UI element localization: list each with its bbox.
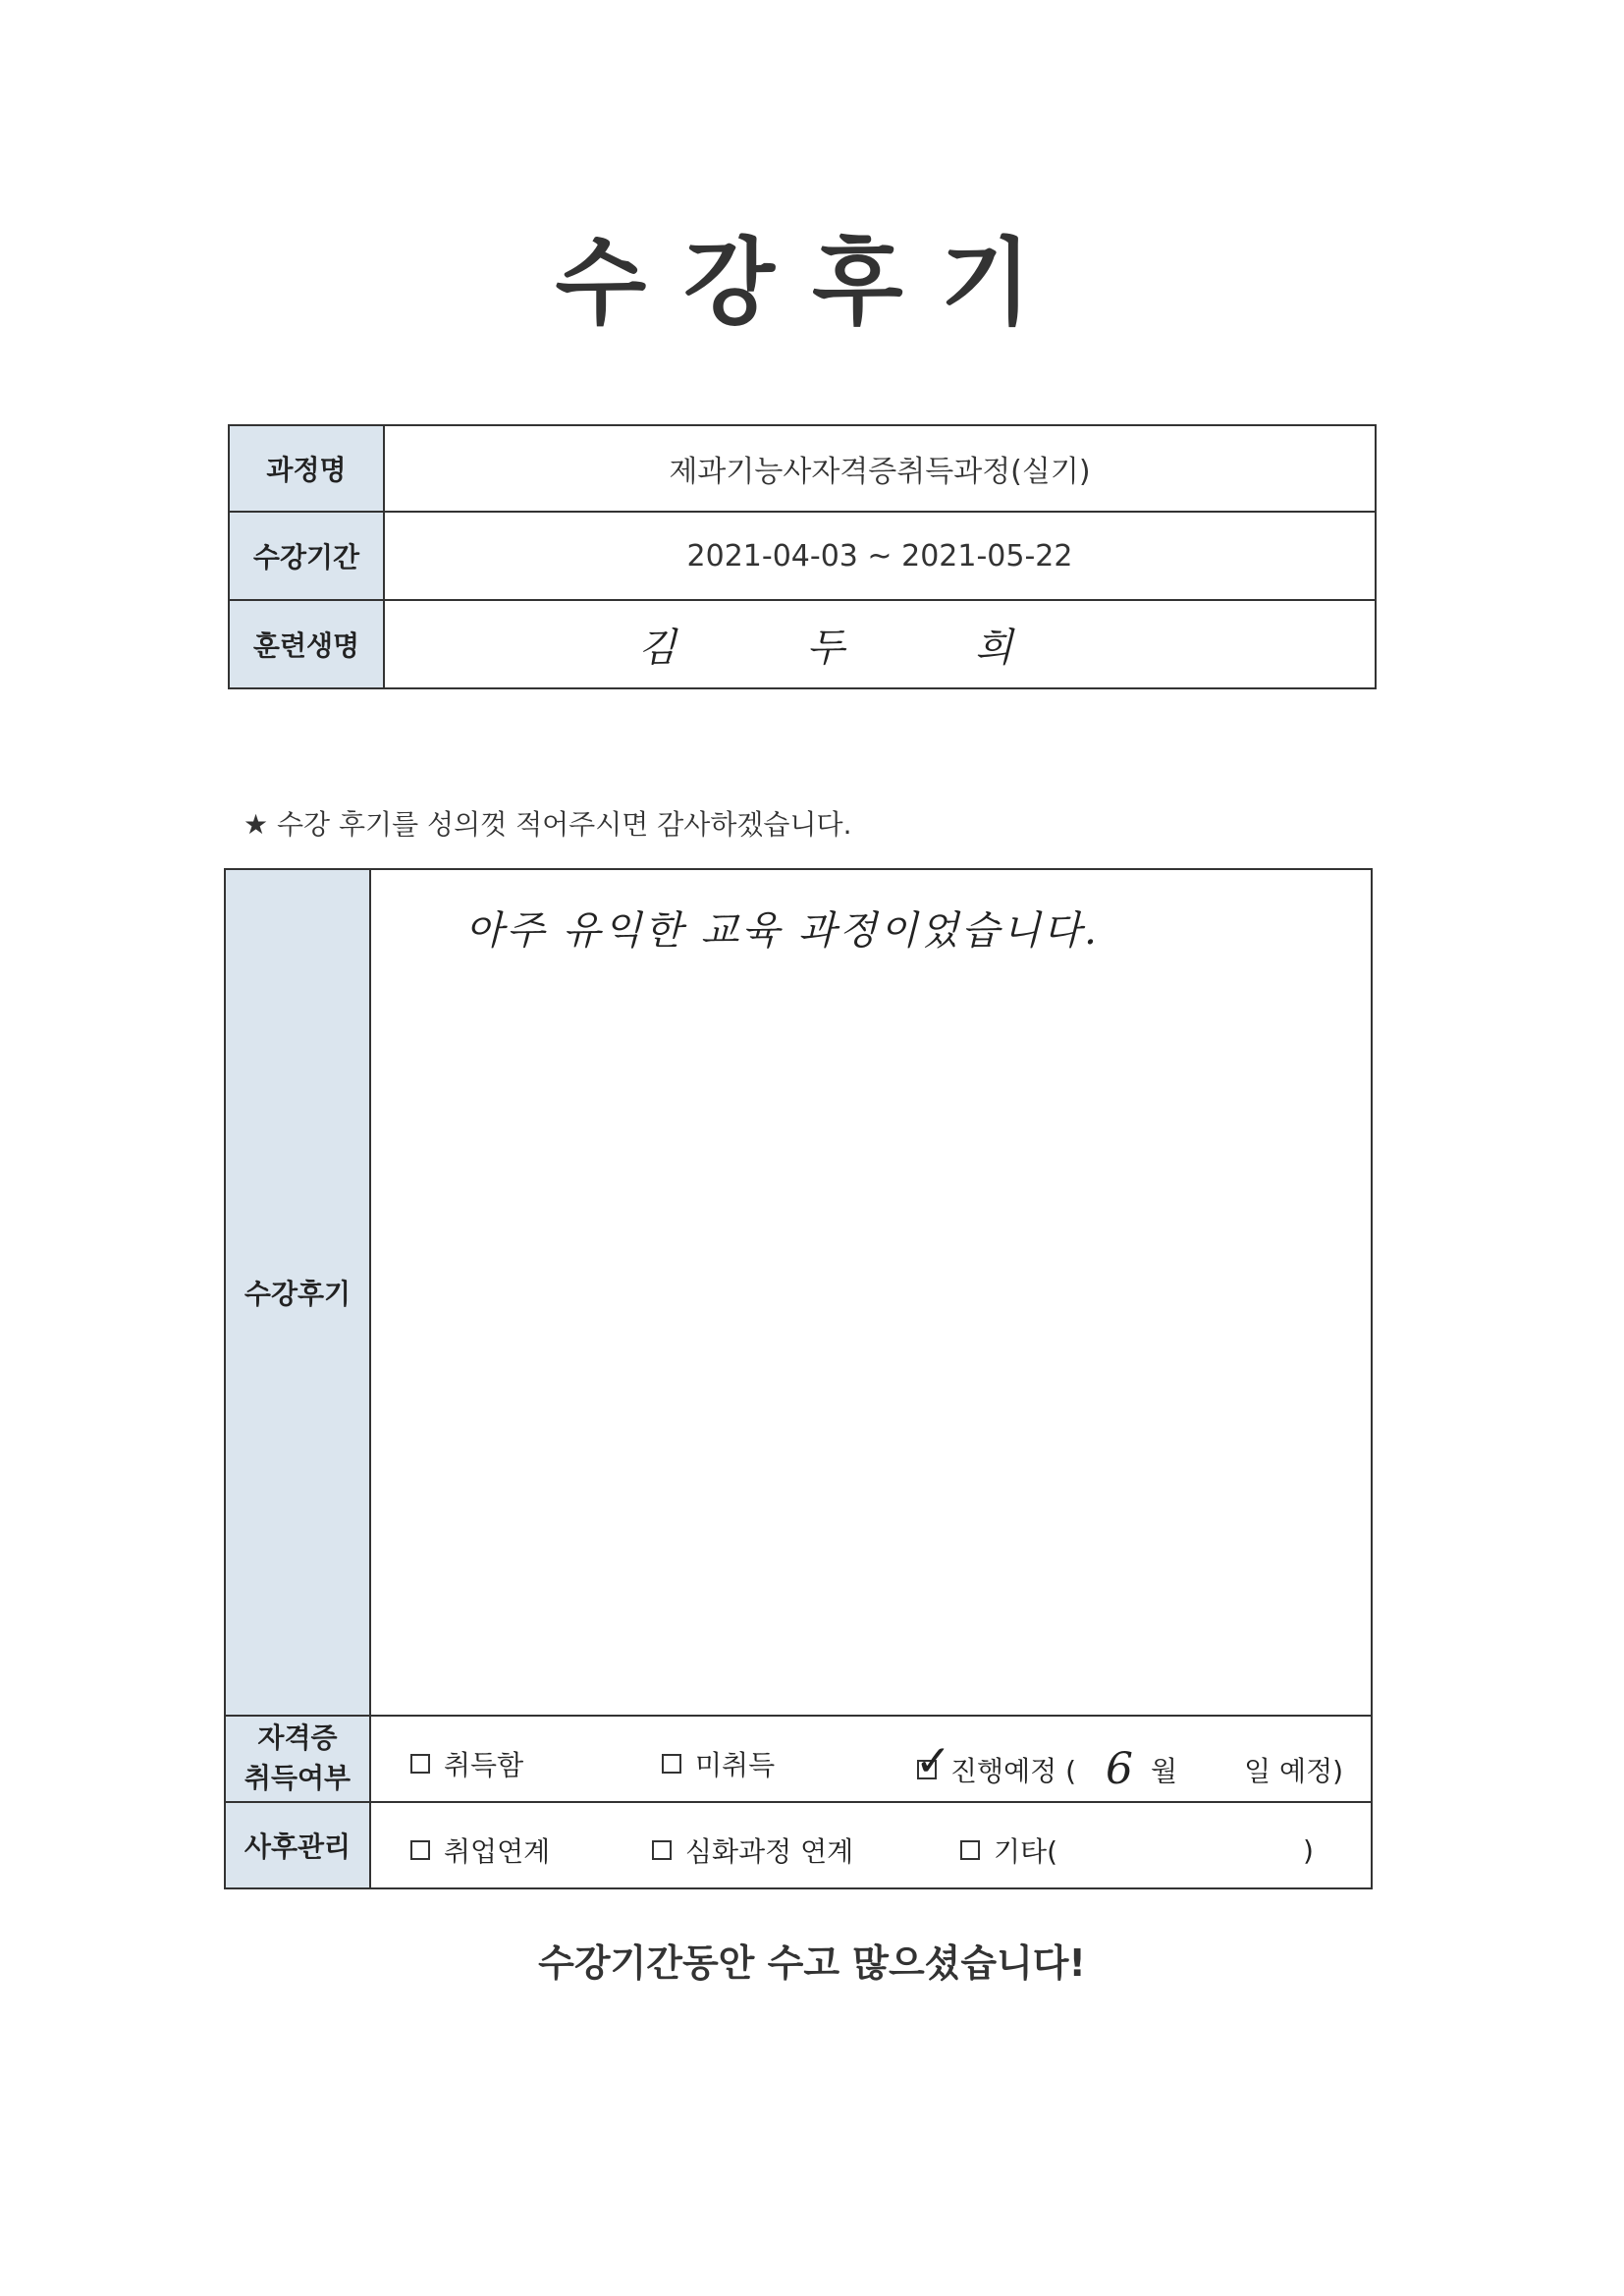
option-obtained-label: 취득함 [444, 1749, 524, 1781]
option-other-label: 기타( [994, 1835, 1058, 1868]
review-instruction-note: ★ 수강 후기를 성의껏 적어주시면 감사하겠습니다. [244, 808, 852, 841]
certification-label-line1: 자격증 [257, 1722, 338, 1755]
option-not-obtained-label: 미취득 [695, 1749, 776, 1781]
checkbox-not-obtained[interactable] [662, 1754, 681, 1774]
period-value: 2021-04-03 ~ 2021-05-22 [384, 512, 1376, 600]
trainee-label: 훈련생명 [229, 600, 384, 688]
option-not-obtained[interactable] [662, 1744, 775, 1783]
review-body [370, 869, 1372, 1716]
option-other-close: ) [1303, 1833, 1314, 1867]
check-mark-icon: ✓ [915, 1735, 951, 1786]
document-title: 수강후기 [555, 228, 1069, 338]
option-advanced-label: 심화과정 연계 [685, 1835, 854, 1868]
certification-row [225, 1716, 1372, 1802]
info-table [228, 424, 1377, 689]
followup-row [225, 1802, 1372, 1888]
review-text-handwritten: 아주 유익한 교육 과정이었습니다. [465, 908, 1100, 954]
followup-options [370, 1802, 1372, 1888]
trainee-row [229, 600, 1376, 688]
checkbox-advanced[interactable] [652, 1840, 672, 1860]
period-row [229, 512, 1376, 600]
option-in-progress[interactable] [915, 1735, 1344, 1794]
checkbox-in-progress-checked[interactable] [915, 1735, 951, 1786]
review-table [224, 868, 1373, 1889]
certification-label [225, 1716, 370, 1802]
certification-options [370, 1716, 1372, 1802]
month-unit: 월 [1151, 1754, 1178, 1787]
option-other[interactable] [960, 1831, 1314, 1870]
month-value-handwritten: 6 [1106, 1744, 1134, 1794]
option-obtained[interactable] [410, 1744, 523, 1783]
checkbox-obtained[interactable] [410, 1754, 430, 1774]
checkbox-other[interactable] [960, 1840, 980, 1860]
course-row [229, 425, 1376, 512]
option-advanced[interactable] [652, 1831, 853, 1870]
course-label: 과정명 [229, 425, 384, 512]
checkbox-job[interactable] [410, 1840, 430, 1860]
certification-label-line2: 취득여부 [244, 1762, 352, 1794]
closing-message: 수강기간동안 수고 많으셨습니다! [538, 1941, 1086, 1985]
review-row [225, 869, 1372, 1716]
course-value: 제과기능사자격증취득과정(실기) [384, 425, 1376, 512]
period-label: 수강기간 [229, 512, 384, 600]
trainee-name-handwritten: 김 두 희 [638, 625, 1072, 671]
option-job[interactable] [410, 1831, 550, 1870]
day-unit: 일 예정) [1244, 1754, 1344, 1787]
option-job-label: 취업연계 [444, 1835, 551, 1868]
option-in-progress-label: 진행예정 ( [950, 1754, 1077, 1787]
followup-label: 사후관리 [225, 1802, 370, 1888]
review-label: 수강후기 [225, 869, 370, 1716]
